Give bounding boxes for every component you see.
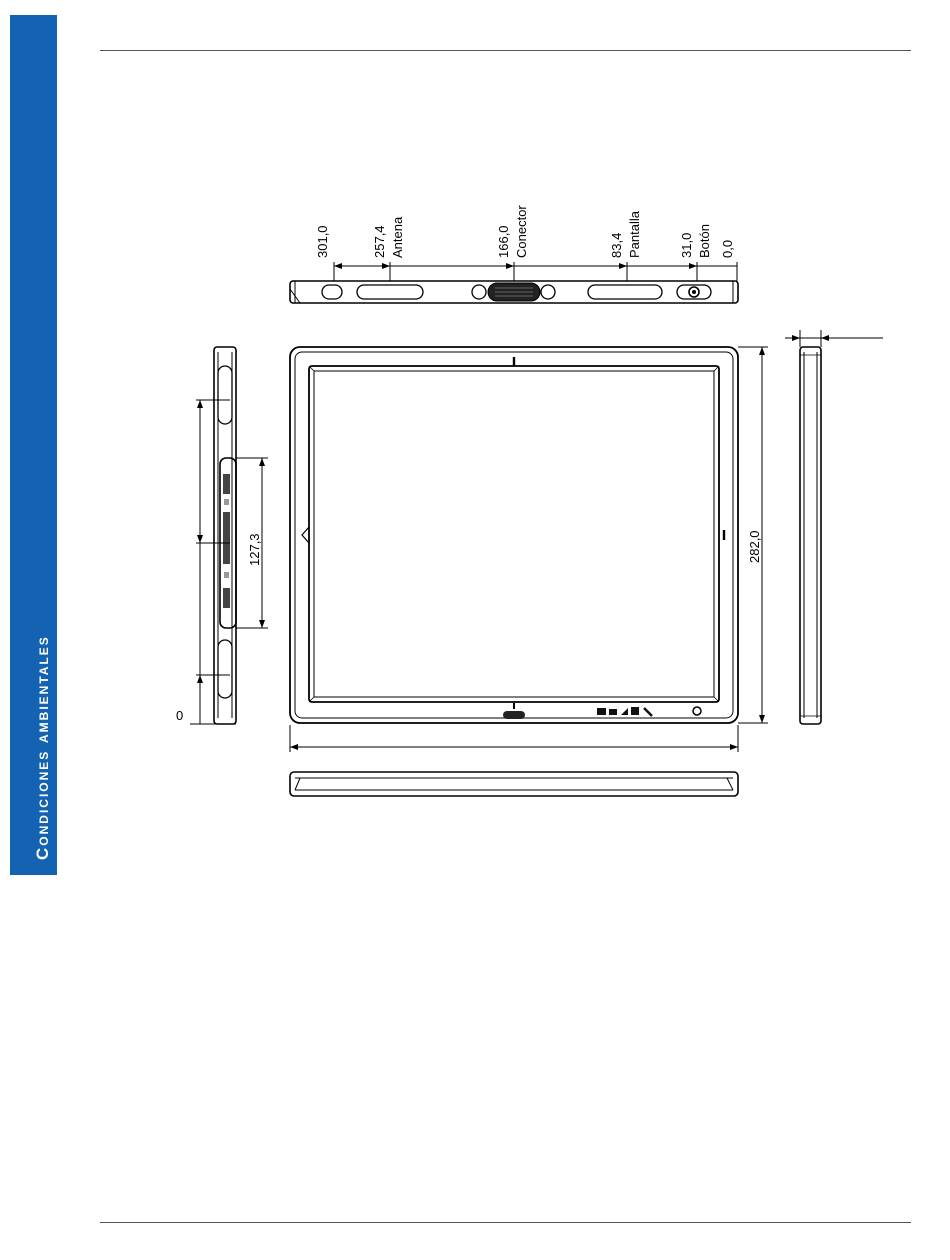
left-arrow-mark: [302, 527, 309, 543]
dim-label-166: 166,0: [496, 225, 511, 258]
section-title: Condiciones ambientales: [33, 635, 52, 860]
dim-label-0: 0,0: [720, 239, 735, 258]
dim-label-31: 31,0: [679, 232, 694, 258]
dim-label-origin: 0: [176, 708, 184, 723]
top-dimension-line: [334, 262, 737, 281]
screw-hole: [541, 285, 555, 299]
status-icons: [597, 707, 652, 716]
display-slot: [588, 285, 662, 299]
dim-name-conector: Conector: [514, 205, 529, 258]
dim-name-antena: Antena: [390, 216, 405, 258]
dim-name-pantalla: Pantalla: [627, 211, 642, 258]
antenna-slot: [357, 285, 423, 299]
left-side-dimensions: [176, 400, 268, 724]
bottom-connector: [503, 711, 525, 719]
right-side-view: [785, 330, 883, 724]
slot-opening: [322, 285, 342, 299]
dim-label-282: 282,0: [747, 530, 762, 563]
bottom-edge-view: [290, 772, 738, 796]
power-button-mark: [693, 707, 701, 715]
dim-label-257: 257,4: [372, 225, 387, 258]
top-dimension-labels: [315, 205, 735, 258]
dim-label-301: 301,0: [315, 225, 330, 258]
front-view: [290, 347, 738, 723]
height-dimension: [738, 347, 768, 723]
top-edge-view: [290, 281, 738, 303]
dim-label-127: 127,3: [247, 533, 262, 566]
left-side-view: [214, 347, 236, 724]
width-dimension: [290, 725, 738, 752]
dim-name-boton: Botón: [697, 224, 712, 258]
dim-label-83: 83,4: [609, 232, 624, 258]
screw-hole: [472, 285, 486, 299]
